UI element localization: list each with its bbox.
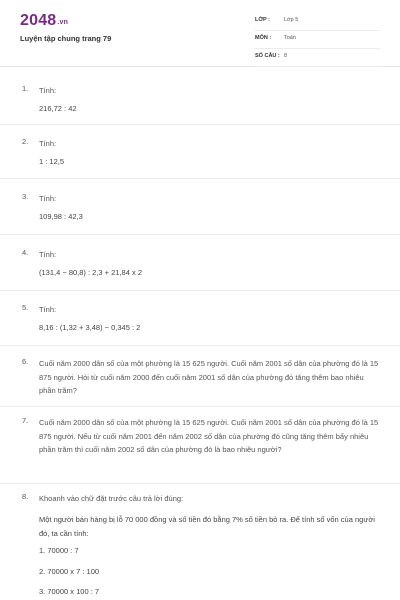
question-divider: [0, 483, 400, 484]
question-expression: 1 : 12,5: [39, 157, 65, 166]
question-number: 1.: [22, 84, 29, 93]
question-prompt: Cuối năm 2000 dân số của một phường là 15 625 người. Cuối năm 2001 số dân của phường đó là 15 875 người. Hỏi từ cuối năm 2000 đến cuối năm 2001 số dân của phường đó tăng thêm bao nhiêu phần trăm?: [39, 359, 379, 395]
question-number: 2.: [22, 137, 29, 146]
question-divider: [0, 178, 400, 179]
question-number: 6.: [22, 357, 29, 366]
question-body: Một người bán hàng bị lỗ 70 000 đồng và số tiền đó bằng 7% số tiền bỏ ra. Để tính số vốn của người đó, ta cần tính:: [39, 515, 375, 538]
meta-row-count: [255, 50, 380, 67]
logo-text: 2048: [20, 12, 57, 29]
site-logo[interactable]: [20, 12, 68, 30]
question-number: 3.: [22, 192, 29, 201]
answer-option-3[interactable]: 3. 70000 x 100 : 7: [39, 587, 100, 596]
question-prompt: Tính:: [39, 194, 57, 203]
question-number: 8.: [22, 492, 29, 501]
worksheet-header: [0, 0, 400, 67]
question-prompt: Cuối năm 2000 dân số của một phường là 15 625 người. Cuối năm 2001 số dân của phường đó là 15 875 người. Nếu từ cuối năm 2001 đến năm 2002 số dân của phường đó cũng tăng thêm bấy nhiêu phần trăm thì cuối năm 2002 số dân của phường đó là bao nhiêu người?: [39, 418, 379, 454]
meta-row-class: [255, 14, 380, 31]
meta-key: SỐ CÂU :: [255, 53, 280, 59]
question-prompt: Tính:: [39, 139, 57, 148]
worksheet-meta: [255, 14, 380, 68]
question-number: 7.: [22, 416, 29, 425]
question-expression: (131,4 − 80,8) : 2,3 + 21,84 x 2: [39, 268, 142, 277]
meta-value-class: Lớp 5: [284, 17, 299, 23]
meta-key: LỚP :: [255, 17, 270, 23]
question-prompt: Tính:: [39, 86, 57, 95]
meta-key: MÔN :: [255, 35, 272, 41]
question-expression: 8,16 : (1,32 + 3,48) − 0,345 : 2: [39, 323, 141, 332]
question-list: [0, 66, 400, 600]
answer-option-2[interactable]: 2. 70000 x 7 : 100: [39, 567, 100, 576]
meta-row-subject: [255, 32, 380, 49]
question-divider: [0, 290, 400, 291]
question-number: 5.: [22, 303, 29, 312]
question-prompt: Tính:: [39, 250, 57, 259]
question-divider: [0, 124, 400, 125]
answer-option-1[interactable]: 1. 70000 : 7: [39, 546, 79, 555]
question-expression: 216,72 : 42: [39, 104, 77, 113]
question-divider: [0, 345, 400, 346]
question-expression: 109,98 : 42,3: [39, 212, 83, 221]
logo-suffix: .vn: [57, 19, 69, 26]
question-prompt: Tính:: [39, 305, 57, 314]
meta-value-count: 8: [284, 53, 288, 59]
question-prompt: Khoanh vào chữ đặt trước câu trả lời đúng:: [39, 494, 184, 503]
question-number: 4.: [22, 248, 29, 257]
worksheet-title: Luyện tập chung trang 79: [20, 34, 112, 43]
question-divider: [0, 406, 400, 407]
meta-value-subject: Toán: [284, 35, 296, 41]
question-divider: [0, 234, 400, 235]
